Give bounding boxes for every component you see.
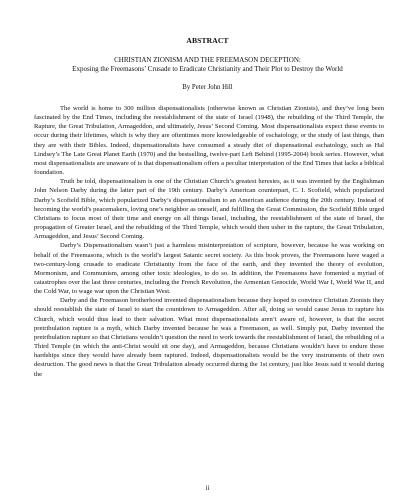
paragraph-3: Darby’s Dispensationalism wasn’t just a harmless misinterpretation of scripture, however, because he was working on behalf of the Freemasons, which is the world’s largest Satanic secret society. As this book proves, the Freemasons have waged a two-century-long crusade to eradicate Christianity from the face of the earth, and they invented the theory of evolution, Mormonism, and Communism, among other toxic ideologies, to do so. In addition, the Freemasons have fomented a myriad of catastrophes over the last three centuries, including the French Revolution, the Armenian Genocide, World War I, World War II, and the Cold War, to wage war upon the Christian West. <box>34 242 384 296</box>
paragraph-1: The world is home to 300 million dispensationalists (otherwise known as Christian Zionists), and they’ve long been fascinated by the End Times, including the reestablishment of the state of Israel (1948), the rebuilding of the Third Temple, the Rapture, the Great Tribulation, Armageddon, and ultimately, Jesus’ Second Coming. Most dispensationalists expect these events to occur during their lifetimes, which is why they are oftentimes more knowledgeable of eschatology, or the study of last things, than they are with their Bibles. Indeed, dispensationalists have consumed a steady diet of dispensational eschatology, such as Hal Lindsey’s The Late Great Planet Earth (1970) and the bestselling, twelve-part Left Behind (1995-2004) book series. However, what most dispensationalists are unaware of is that dispensationalism offers a peculiar interpretation of the End Times that lacks a biblical foundation. <box>34 105 384 177</box>
paragraph-2: Truth be told, dispensationalism is one of the Christian Church’s greatest heresies, as it was invented by the Englishman John Nelson Darby during the latter part of the 19th century. Darby’s American counterpart, C. I. Scofield, which popularized Darby’s Scofield Bible, which popularized Darby’s dispensationalism to an American audience during the 20th century. Instead of becoming the world’s peacemakers, loving one’s neighbor as oneself, and fulfilling the Great Commission, the Scofield Bible urged Christians to focus most of their time and energy on all things Israel, including, the reestablishment of the state of Israel, the propagation of Greater Israel, and the rebuilding of the Third Temple, which would then usher in the rapture, the Great Tribulation, Armageddon, and Jesus’ Second Coming. <box>34 178 384 241</box>
book-title-line1: CHRISTIAN ZIONISM AND THE FREEMASON DECEPTION: <box>114 56 301 64</box>
abstract-heading: ABSTRACT <box>186 36 229 45</box>
book-title-line2: Exposing the Freemasons’ Crusade to Eradicate Christianity and Their Plot to Destroy the World <box>72 65 343 73</box>
author-byline: By Peter John Hill <box>182 84 233 91</box>
paragraph-4: Darby and the Freemason brotherhood invented dispensationalism because they hoped to convince Christian Zionists they should reestablish the state of Israel to start the countdown to Armageddon. After all, doing so would cause Jesus to rapture his Church, which would thus lead to their salvation. What most dispensationalists aren’t aware of, however, is that the secret pretribulation rapture is a myth, which Darby invented because he was a Freemason, as well. Simply put, Darby invented the pretribulation rapture so that Christians wouldn’t question the need to work towards the reestablishment of Israel, the rebuilding of a Third Temple (in which the anti-Christ would sit one day), and Armageddon, because Christians wouldn’t have to endure those hardships since they would have already been raptured. Indeed, dispensationalists would be the very instruments of their own destruction. The good news is that the Great Tribulation already occurred during the 1st century, just like Jesus said it would during the <box>34 297 384 378</box>
abstract-body <box>34 104 384 379</box>
page-number: ii <box>205 485 210 492</box>
